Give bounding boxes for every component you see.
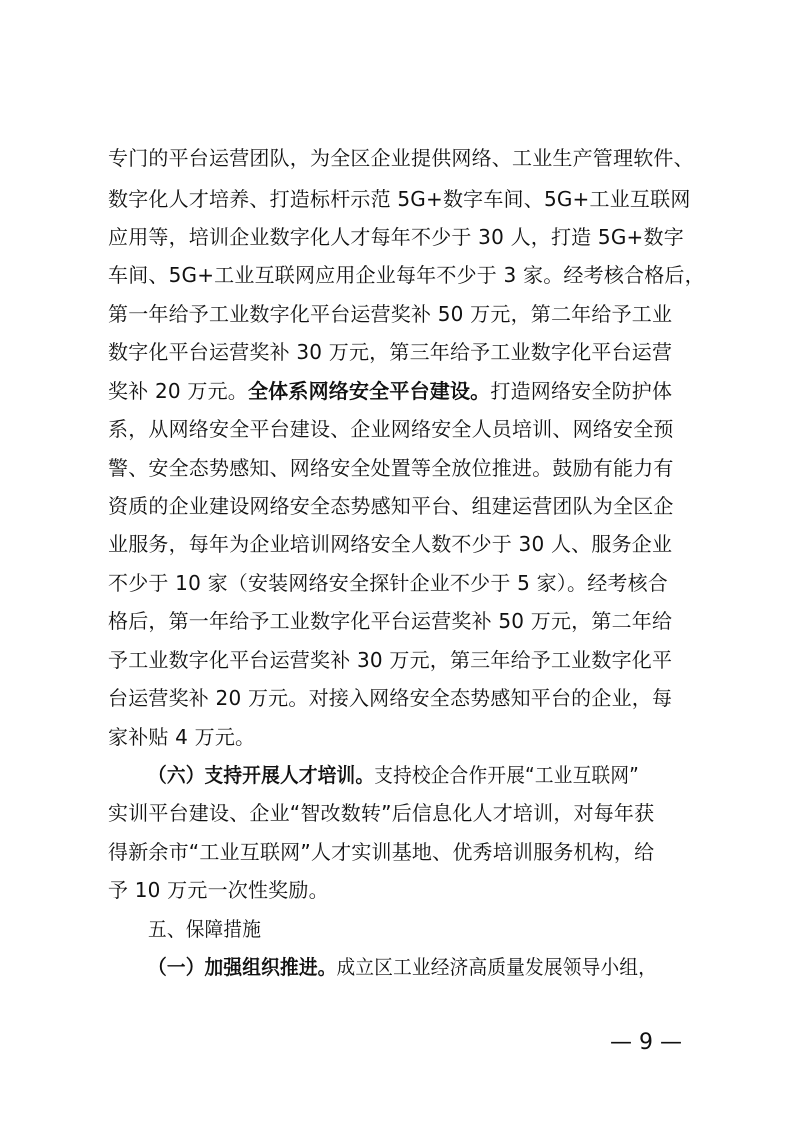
line-14-text: 予工业数字化平台运营奖补 30 万元，第三年给予工业数字化平 — [108, 648, 673, 672]
text-line-9 — [108, 449, 708, 487]
text-line-6 — [108, 333, 708, 371]
line-5-text: 第一年给予工业数字化平台运营奖补 50 万元，第二年给予工业 — [108, 302, 673, 326]
text-line-10 — [108, 487, 708, 525]
line-16-text: 家补贴 4 万元。 — [108, 725, 256, 749]
text-line-14 — [108, 641, 708, 679]
line-4-text: 车间、5G+工业互联网应用企业每年不少于 3 家。经考核合格后， — [108, 263, 705, 287]
text-line-8 — [108, 410, 708, 448]
text-line-2 — [108, 180, 708, 218]
line-22-text: 成立区工业经济高质量发展领导小组， — [336, 955, 658, 979]
line-18-text: 实训平台建设、企业“智改数转”后信息化人才培训，对每年获 — [108, 801, 655, 825]
text-line-13 — [108, 602, 708, 640]
organization-heading: （一）加强组织推进。 — [148, 955, 337, 979]
text-line-1 — [108, 139, 708, 177]
text-line-16 — [108, 718, 708, 756]
text-line-22 — [148, 948, 708, 986]
line-8-text: 系，从网络安全平台建设、企业网络安全人员培训、网络安全预 — [108, 417, 674, 441]
text-line-17 — [148, 756, 708, 794]
text-line-7 — [108, 372, 708, 410]
line-15-text: 台运营奖补 20 万元。对接入网络安全态势感知平台的企业，每 — [108, 686, 673, 710]
line-17-text: 支持校企合作开展“工业互联网” — [374, 763, 640, 787]
text-line-12 — [108, 564, 708, 602]
text-line-18 — [108, 794, 708, 832]
page-number: — 9 — — [610, 1030, 682, 1055]
line-1-text: 专门的平台运营团队，为全区企业提供网络、工业生产管理软件、 — [108, 146, 694, 170]
text-line-19 — [108, 833, 708, 871]
text-line-11 — [108, 525, 708, 563]
text-line-20 — [108, 871, 708, 909]
text-line-4 — [108, 256, 708, 294]
section-heading-guarantees — [148, 910, 708, 948]
line-3-text: 应用等，培训企业数字化人才每年不少于 30 人，打造 5G+数字 — [108, 225, 684, 249]
section-5-title: 五、保障措施 — [148, 917, 262, 941]
network-security-heading: 全体系网络安全平台建设。 — [247, 379, 491, 403]
line-13-text: 格后，第一年给予工业数字化平台运营奖补 50 万元，第二年给 — [108, 609, 673, 633]
talent-training-heading: （六）支持开展人才培训。 — [148, 763, 375, 787]
text-line-3 — [108, 218, 708, 256]
line-11-text: 业服务，每年为企业培训网络安全人数不少于 30 人、服务企业 — [108, 532, 673, 556]
text-line-15 — [108, 679, 708, 717]
line-12-text: 不少于 10 家（安装网络安全探针企业不少于 5 家）。经考核合 — [108, 571, 669, 595]
line-2-text: 数字化人才培养、打造标杆示范 5G+数字车间、5G+工业互联网 — [108, 187, 691, 211]
line-9-text: 警、安全态势感知、网络安全处置等全放位推进。鼓励有能力有 — [108, 456, 674, 480]
line-6-text: 数字化平台运营奖补 30 万元，第三年给予工业数字化平台运营 — [108, 340, 673, 364]
text-line-5 — [108, 295, 708, 333]
line-19-text: 得新余市“工业互联网”人才实训基地、优秀培训服务机构，给 — [108, 840, 655, 864]
line-20-text: 予 10 万元一次性奖励。 — [108, 878, 329, 902]
line-10-text: 资质的企业建设网络安全态势感知平台、组建运营团队为全区企 — [108, 494, 674, 518]
line-7-text-a: 奖补 20 万元。 — [108, 379, 248, 403]
line-7-text-b: 打造网络安全防护体 — [490, 379, 673, 403]
